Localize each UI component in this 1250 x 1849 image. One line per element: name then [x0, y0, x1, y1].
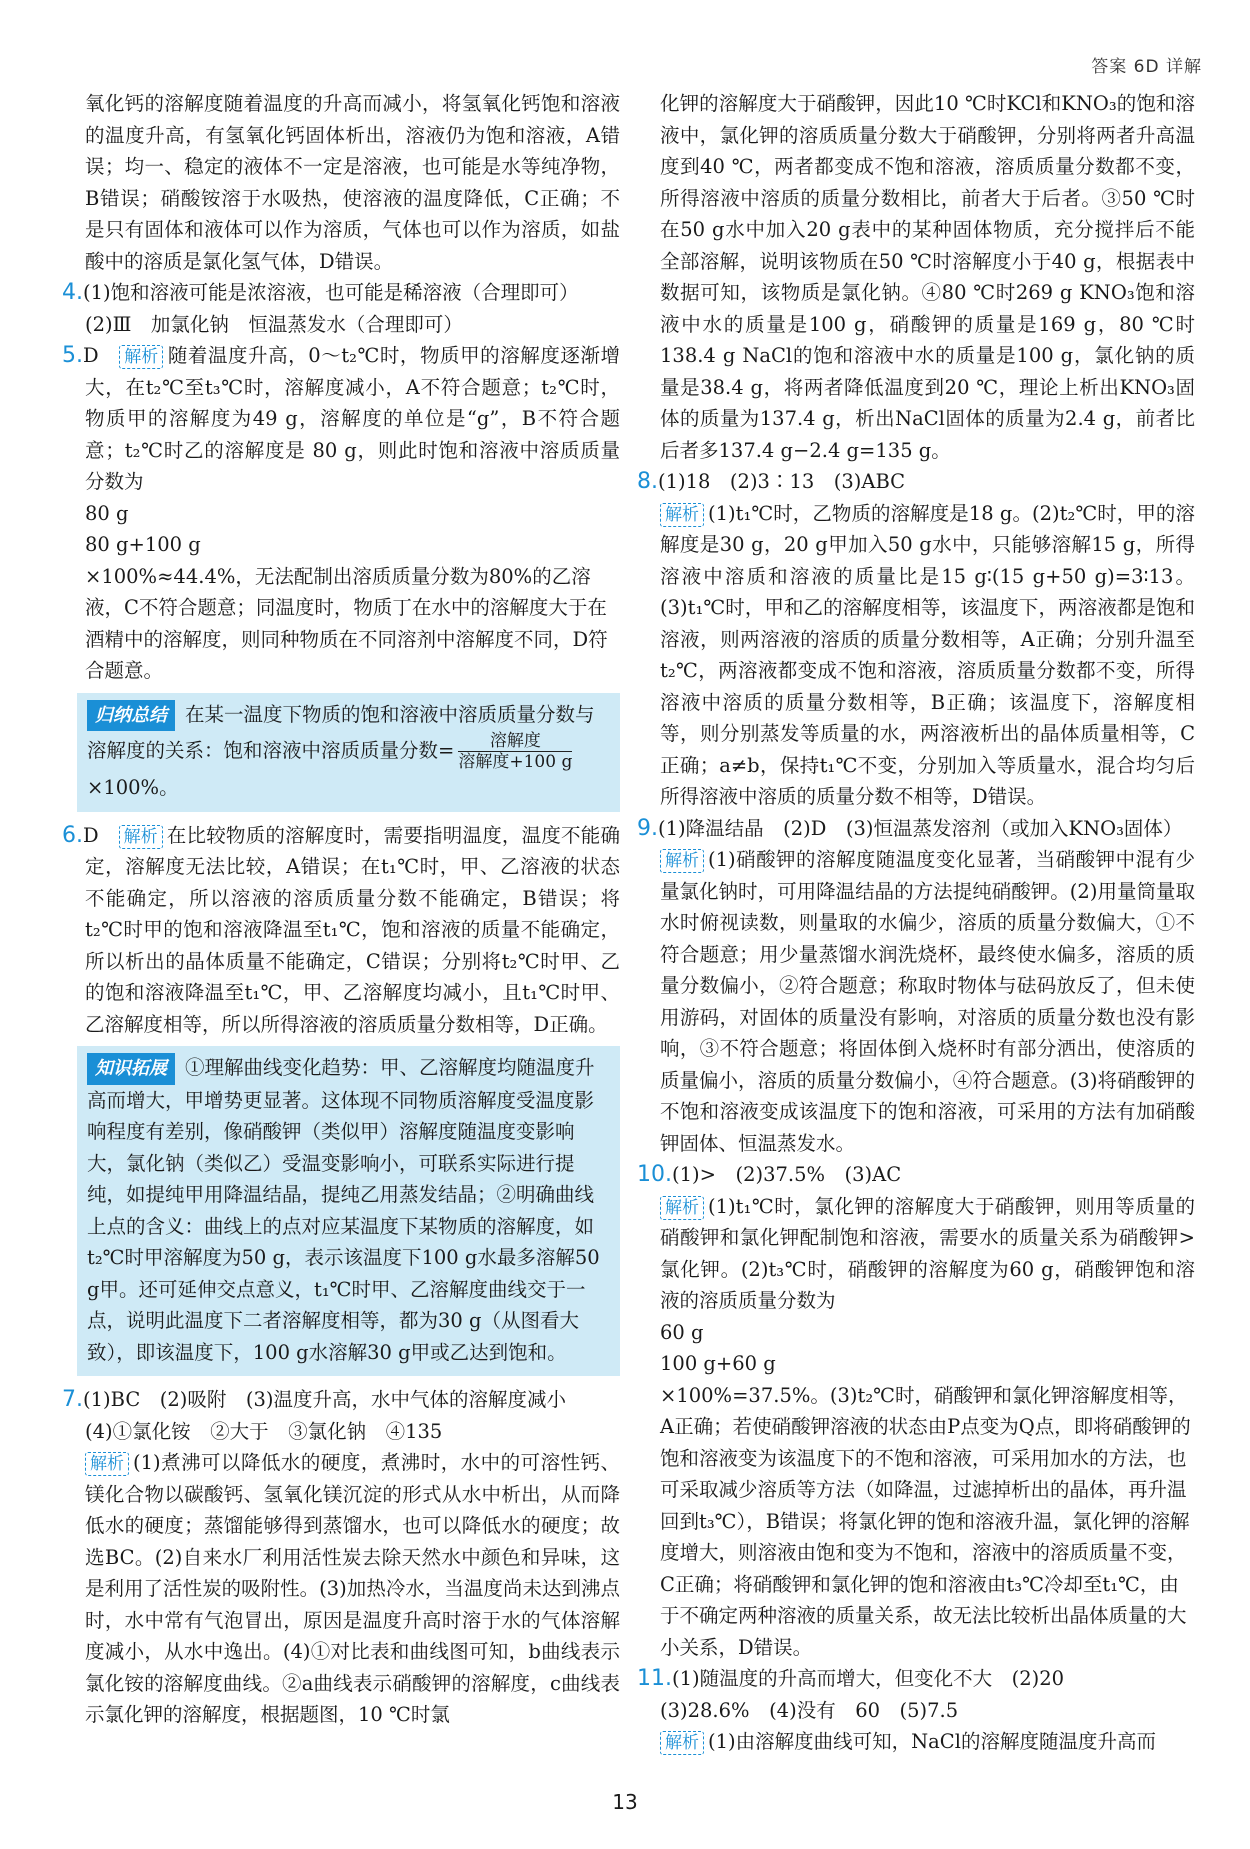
analysis-tag: 解析	[660, 1196, 704, 1220]
analysis-tag: 解析	[660, 849, 704, 873]
right-column: 化钾的溶解度大于硝酸钾，因此10 ℃时KCl和KNO₃的饱和溶液中，氯化钾的溶质质量分数大于硝酸钾，分别将两者升高温度到40 ℃，两者都变成不饱和溶液，溶质质量分数都不变，所得溶液中溶质的质量分数相比，前者大于后者。③50 ℃时在50 g水中加入20 g表中的某种固体物质，充分搅拌后不能全部溶解，说明该物质在50 ℃时溶解度小于40 g，根据表中数据可知，该物质是氯化钠。④80 ℃时269 g KNO₃饱和溶液中水的质量是100 g，硝酸钾的质量是169 g，80 ℃时138.4 g NaCl的饱和溶液中水的质量是100 g，氯化钠的质量是38.4 g，将两者降低温度到20 ℃，理论上析出KNO₃固体的质量为137.4 g，析出NaCl固体的质量为2.4 g，前者比后者多137.4 g−2.4 g=135 g。 8.(1)18 (2)3∶13 (3)ABC 解析 (1)t₁℃时，乙物质的溶解度是18 g。(2)t₂℃时，甲的溶解度是30 g，20 g甲加入50 g水中，只能够溶解15 g，所得溶液中溶质和溶液的质量比是15 g∶(15 g+50 g)=3∶13。(3)t₁℃时，甲和乙的溶解度相等，该温度下，两溶液都是饱和溶液，则两溶液的溶质的质量分数相等，A正确；分别升温至t₂℃，两溶液都变成不饱和溶液，溶质质量分数都不变，所得溶液中溶质的质量分数相等，B正确；该温度下，溶解度相等，则分别蒸发等质量的水，两溶液析出的晶体质量相等，C正确；a≠b，保持t₁℃不变，分别加入等质量水，混合均匀后所得溶液中溶质的质量分数不相等，D错误。 9.(1)降温结晶 (2)D (3)恒温蒸发溶剂（或加入KNO₃固体） 解析 (1)硝酸钾的溶解度随温度变化显著，当硝酸钾中混有少量氯化钠时，可用降温结晶的方法提纯硝酸钾。(2)用量筒量取水时俯视读数，则量取的水偏少，溶质的质量分数偏大，①不符合题意；用少量蒸馏水润洗烧杯，最终使水偏多，溶质的质量分数偏小，②符合题意；称取时物体与砝码放反了，但未使用游码，对固体的质量没有影响，对溶质的质量分数也没有影响，③不符合题意；将固体倒入烧杯时有部分洒出，使溶质的质量偏小，溶质的质量分数偏小，④符合题意。(3)将硝酸钾的不饱和溶液变成该温度下的饱和溶液，可采用的方法有加硝酸钾固体、恒温蒸发水。 10.(1)> (2)37.5% (3)AC 解析 (1)t₁℃时，氯化钾的溶解度大于硝酸钾，则用等质量的硝酸钾和氯化钾配制饱和溶液，需要水的质量关系为硝酸钾>氯化钾。(2)t₃℃时，硝酸钾的溶解度为60 g，硝酸钾饱和溶液的溶质质量分数为 60 g 100 g+60 g ×100%=37.5%。(3)t₂℃时，硝酸钾和氯化钾溶解度相等，A正确；若使硝酸钾溶液的状态由P点变为Q点，即将硝酸钾的饱和溶液变为该温度下的不饱和溶液，可采用加水的方法，也可采取减少溶质等方法（如降温，过滤掉析出的晶体，再升温回到t₃℃），B错误；将氯化钾的饱和溶液升温，氯化钾的溶解度增大，则溶液由饱和变为不饱和，溶液中的溶质质量不变，C正确；将硝酸钾和氯化钾的饱和溶液由t₃℃冷却至t₁℃，由于不确定两种溶液的质量关系，故无法比较析出晶体质量的大小关系，D错误。 11.(1)随温度的升高而增大，但变化不大 (2)20 (3)28.6% (4)没有 60 (5)7.5 解析 (1)由溶解度曲线可知，NaCl的溶解度随温度升高而	[660, 88, 1195, 1758]
analysis-tag: 解析	[119, 825, 163, 849]
summary-box-title: 归纳总结	[87, 700, 175, 732]
extension-box-title: 知识拓展	[87, 1053, 175, 1085]
left-column: 氧化钙的溶解度随着温度的升高而减小，将氢氧化钙饱和溶液的温度升高，有氢氧化钙固体析出，溶液仍为饱和溶液，A错误；均一、稳定的液体不一定是溶液，也可能是水等纯净物，B错误；硝酸铵溶于水吸热，使溶液的温度降低，C正确；不是只有固体和液体可以作为溶质，气体也可以作为溶质，如盐酸中的溶质是氯化氢气体，D错误。 4.(1)饱和溶液可能是浓溶液，也可能是稀溶液（合理即可） (2)Ⅲ 加氯化钠 恒温蒸发水（合理即可） 5.D 解析 随着温度升高，0～t₂℃时，物质甲的溶解度逐渐增大，在t₂℃至t₃℃时，溶解度减小，A不符合题意；t₂℃时，物质甲的溶解度为49 g，溶解度的单位是“g”，B不符合题意；t₂℃时乙的溶解度是 80 g，则此时饱和溶液中溶质质量分数为 80 g 80 g+100 g ×100%≈44.4%，无法配制出溶质质量分数为80%的乙溶液，C不符合题意；同温度时，物质丁在水中的溶解度大于在酒精中的溶解度，则同种物质在不同溶剂中溶解度不同，D符合题意。 归纳总结 在某一温度下物质的饱和溶液中溶质质量分数与溶解度的关系：饱和溶液中溶质质量分数= $\frac{\text{溶解度}}{\text{溶解度+100 g}}$ ×100%。 6.D 解析 在比较物质的溶解度时，需要指明温度，温度不能确定，溶解度无法比较，A错误；在t₁℃时，甲、乙溶液的状态不能确定，所以溶液的溶质质量分数不能确定，B错误；将t₂℃时甲的饱和溶液降温至t₁℃，饱和溶液的质量不能确定，所以析出的晶体质量不能确定，C错误；分别将t₂℃时甲、乙的饱和溶液降温至t₁℃，甲、乙溶解度均减小，且t₁℃时甲、乙溶解度相等，所以所得溶液的溶质质量分数相等，D正确。 知识拓展 ①理解曲线变化趋势：甲、乙溶解度均随温度升高而增大，甲增势更显著。这体现不同物质溶解度受温度影响程度有差别，像硝酸钾（类似甲）溶解度随温度变影响大，氯化钠（类似乙）受温变影响小，可联系实际进行提纯，如提纯甲用降温结晶，提纯乙用蒸发结晶；②明确曲线上点的含义：曲线上的点对应某温度下某物质的溶解度，如t₂℃时甲溶解度为50 g，表示该温度下100 g水最多溶解50 g甲。还可延伸交点意义，t₁℃时甲、乙溶解度曲线交于一点，说明此温度下二者溶解度相等，都为30 g（从图看大致），即该温度下，100 g水溶解30 g甲或乙达到饱和。 7.(1)BC (2)吸附 (3)温度升高，水中气体的溶解度减小 (4)①氯化铵 ②大于 ③氯化钠 ④135 解析 (1)煮沸可以降低水的硬度，煮沸时，水中的可溶性钙、镁化合物以碳酸钙、氢氧化镁沉淀的形式从水中析出，从而降低水的硬度；蒸馏能够得到蒸馏水，也可以降低水的硬度；故选BC。(2)自来水厂利用活性炭去除天然水中颜色和异味，这是利用了活性炭的吸附性。(3)加热冷水，当温度尚未达到沸点时，水中常有气泡冒出，原因是温度升高时溶于水的气体溶解度减小，从水中逸出。(4)①对比表和曲线图可知，b曲线表示氯化铵的溶解度曲线。②a曲线表示硝酸钾的溶解度，c曲线表示氯化钾的溶解度，根据题图，10 ℃时氯	[85, 88, 620, 1731]
extension-box: 知识拓展 ①理解曲线变化趋势：甲、乙溶解度均随温度升高而增大，甲增势更显著。这体现不同物质溶解度受温度影响程度有差别，像硝酸钾（类似甲）溶解度随温度变影响大，氯化钠（类似乙）受温变影响小，可联系实际进行提纯，如提纯甲用降温结晶，提纯乙用蒸发结晶；②明确曲线上点的含义：曲线上的点对应某温度下某物质的溶解度，如t₂℃时甲溶解度为50 g，表示该温度下100 g水最多溶解50 g甲。还可延伸交点意义，t₁℃时甲、乙溶解度曲线交于一点，说明此温度下二者溶解度相等，都为30 g（从图看大致），即该温度下，100 g水溶解30 g甲或乙达到饱和。	[77, 1046, 620, 1376]
answer-7-line2: (4)①氯化铵 ②大于 ③氯化钠 ④135	[85, 1419, 443, 1443]
answer-4-line2: (2)Ⅲ 加氯化钠 恒温蒸发水（合理即可）	[85, 312, 463, 336]
page-number: 13	[612, 1790, 638, 1814]
answer-11-line2: (3)28.6% (4)没有 60 (5)7.5	[660, 1698, 959, 1722]
fraction: $\frac{\text{溶解度}}{\text{溶解度+100 g}}$	[458, 731, 573, 772]
analysis-tag: 解析	[119, 345, 163, 369]
paragraph: 氧化钙的溶解度随着温度的升高而减小，将氢氧化钙饱和溶液的温度升高，有氢氧化钙固体析出，溶液仍为饱和溶液，A错误；均一、稳定的液体不一定是溶液，也可能是水等纯净物，B错误；硝酸铵溶于水吸热，使溶液的温度降低，C正确；不是只有固体和液体可以作为溶质，气体也可以作为溶质，如盐酸中的溶质是氯化氢气体，D错误。	[85, 92, 620, 273]
answer-7-analysis: 解析 (1)煮沸可以降低水的硬度，煮沸时，水中的可溶性钙、镁化合物以碳酸钙、氢氧化镁沉淀的形式从水中析出，从而降低水的硬度；蒸馏能够得到蒸馏水，也可以降低水的硬度；故选BC。(2)自来水厂利用活性炭去除天然水中颜色和异味，这是利用了活性炭的吸附性。(3)加热冷水，当温度尚未达到沸点时，水中常有气泡冒出，原因是温度升高时溶于水的气体溶解度减小，从水中逸出。(4)①对比表和曲线图可知，b曲线表示氯化铵的溶解度曲线。②a曲线表示硝酸钾的溶解度，c曲线表示氯化钾的溶解度，根据题图，10 ℃时氯	[85, 1451, 620, 1726]
answer-8-analysis: 解析 (1)t₁℃时，乙物质的溶解度是18 g。(2)t₂℃时，甲的溶解度是30 g，20 g甲加入50 g水中，只能够溶解15 g，所得溶液中溶质和溶液的质量比是15 g∶(15 g+50 g)=3∶13。(3)t₁℃时，甲和乙的溶解度相等，该温度下，两溶液都是饱和溶液，则两溶液的溶质的质量分数相等，A正确；分别升温至t₂℃，两溶液都变成不饱和溶液，溶质质量分数都不变，所得溶液中溶质的质量分数相等，B正确；该温度下，溶解度相等，则分别蒸发等质量的水，两溶液析出的晶体质量相等，C正确；a≠b，保持t₁℃不变，分别加入等质量水，混合均匀后所得溶液中溶质的质量分数不相等，D错误。	[660, 501, 1195, 808]
analysis-tag: 解析	[660, 503, 704, 527]
answer-10: 10.(1)> (2)37.5% (3)AC	[637, 1162, 902, 1187]
answer-10-analysis: 解析 (1)t₁℃时，氯化钾的溶解度大于硝酸钾，则用等质量的硝酸钾和氯化钾配制饱和溶液，需要水的质量关系为硝酸钾>氯化钾。(2)t₃℃时，硝酸钾的溶解度为60 g，硝酸钾饱和溶液的溶质质量分数为	[660, 1194, 1195, 1312]
answer-9: 9.(1)降温结晶 (2)D (3)恒温蒸发溶剂（或加入KNO₃固体）	[637, 815, 1183, 841]
paragraph: 化钾的溶解度大于硝酸钾，因此10 ℃时KCl和KNO₃的饱和溶液中，氯化钾的溶质质量分数大于硝酸钾，分别将两者升高温度到40 ℃，两者都变成不饱和溶液，溶质质量分数都不变，所得溶液中溶质的质量分数相比，前者大于后者。③50 ℃时在50 g水中加入20 g表中的某种固体物质，充分搅拌后不能全部溶解，说明该物质在50 ℃时溶解度小于40 g，根据表中数据可知，该物质是氯化钠。④80 ℃时269 g KNO₃饱和溶液中水的质量是100 g，硝酸钾的质量是169 g，80 ℃时138.4 g NaCl的饱和溶液中水的质量是100 g，氯化钠的质量是38.4 g，将两者降低温度到20 ℃，理论上析出KNO₃固体的质量为137.4 g，析出NaCl固体的质量为2.4 g，前者比后者多137.4 g−2.4 g=135 g。	[660, 92, 1195, 462]
page-header: 答案 6D 详解	[1091, 57, 1202, 77]
answer-8: 8.(1)18 (2)3∶13 (3)ABC	[637, 469, 906, 494]
answer-6: 6.D 解析 在比较物质的溶解度时，需要指明温度，温度不能确定，溶解度无法比较，A错误；在t₁℃时，甲、乙溶液的状态不能确定，所以溶液的溶质质量分数不能确定，B错误；将t₂℃时甲的饱和溶液降温至t₁℃，饱和溶液的质量不能确定，所以析出的晶体质量不能确定，C错误；分别将t₂℃时甲、乙的饱和溶液降温至t₁℃，甲、乙溶解度均减小，且t₁℃时甲、乙溶解度相等，所以所得溶液的溶质质量分数相等，D正确。	[62, 822, 620, 1036]
analysis-tag: 解析	[660, 1731, 704, 1755]
answer-7: 7.(1)BC (2)吸附 (3)温度升高，水中气体的溶解度减小	[62, 1387, 566, 1412]
summary-box: 归纳总结 在某一温度下物质的饱和溶液中溶质质量分数与溶解度的关系：饱和溶液中溶质质量分数= $\frac{\text{溶解度}}{\text{溶解度+100 g}}$ ×100%。	[77, 693, 620, 812]
answer-11-analysis: 解析 (1)由溶解度曲线可知，NaCl的溶解度随温度升高而	[660, 1726, 1195, 1758]
answer-9-analysis: 解析 (1)硝酸钾的溶解度随温度变化显著，当硝酸钾中混有少量氯化钠时，可用降温结晶的方法提纯硝酸钾。(2)用量筒量取水时俯视读数，则量取的水偏少，溶质的质量分数偏大，①不符合题意；用少量蒸馏水润洗烧杯，最终使水偏多，溶质的质量分数偏小，②符合题意；称取时物体与砝码放反了，但未使用游码，对固体的质量没有影响，对溶质的质量分数也没有影响，③不符合题意；将固体倒入烧杯时有部分洒出，使溶质的质量偏小，溶质的质量分数偏小，④符合题意。(3)将硝酸钾的不饱和溶液变成该温度下的饱和溶液，可采用的方法有加硝酸钾固体、恒温蒸发水。	[660, 848, 1195, 1155]
answer-4: 4.(1)饱和溶液可能是浓溶液，也可能是稀溶液（合理即可）	[62, 280, 579, 305]
answer-11: 11.(1)随温度的升高而增大，但变化不大 (2)20	[637, 1666, 1065, 1691]
answer-5: 5.D 解析 随着温度升高，0～t₂℃时，物质甲的溶解度逐渐增大，在t₂℃至t₃℃时，溶解度减小，A不符合题意；t₂℃时，物质甲的溶解度为49 g，溶解度的单位是“g”，B不符合题意；t₂℃时乙的溶解度是 80 g，则此时饱和溶液中溶质质量分数为	[62, 343, 620, 493]
analysis-tag: 解析	[85, 1452, 129, 1476]
